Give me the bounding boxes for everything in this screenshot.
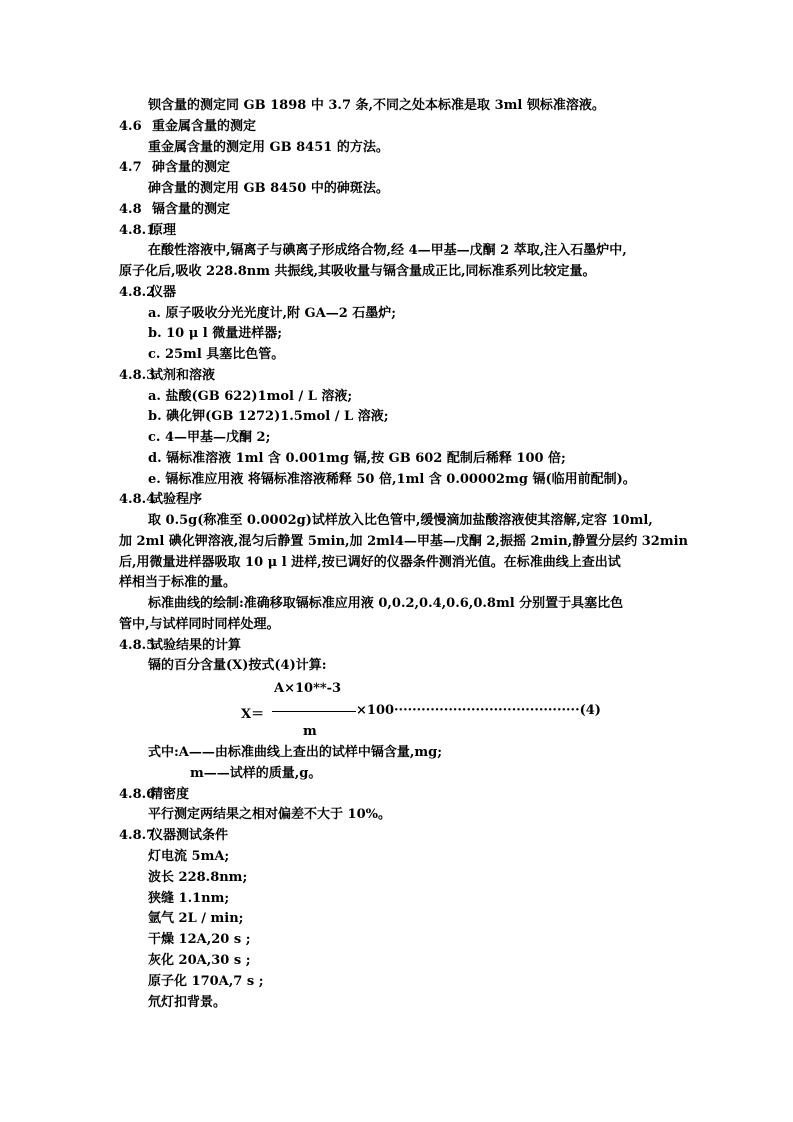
line-text: c. 4—甲基—戊酮 2; — [148, 430, 271, 445]
line-text: 氘灯扣背景。 — [148, 995, 227, 1010]
section-number: 4.8.5 — [119, 638, 156, 653]
section-title: 试验程序 — [150, 492, 203, 507]
formula-numerator: A×10**-3 — [274, 681, 342, 696]
section-number: 4.8.6 — [119, 787, 156, 802]
line-text: 原子化 170A,7 s ; — [148, 974, 264, 989]
section-number: 4.8.3 — [119, 368, 156, 383]
section-number: 4.8.2 — [119, 285, 156, 300]
line-text: b. 10 μ l 微量进样器; — [148, 326, 283, 341]
section-title: 精密度 — [150, 787, 190, 802]
line-text: 重金属含量的测定用 GB 8451 的方法。 — [148, 140, 389, 155]
line-text: m——试样的质量,g。 — [190, 766, 322, 781]
line-text: 取 0.5g(称准至 0.0002g)试样放入比色管中,缓慢滴加盐酸溶液使其溶解,定容 10ml, — [148, 513, 653, 528]
line-text: 砷含量的测定用 GB 8450 中的砷斑法。 — [148, 181, 389, 196]
section-number: 4.6 — [119, 119, 142, 134]
section-number: 4.8.1 — [119, 223, 156, 238]
line-text: 干燥 12A,20 s ; — [148, 932, 251, 947]
section-title: 重金属含量的测定 — [152, 119, 257, 134]
line-text: 原子化后,吸收 228.8nm 共振线,其吸收量与镉含量成正比,同标准系列比较定量。 — [119, 264, 596, 279]
section-number: 4.8.7 — [119, 828, 156, 843]
formula-lhs: X＝ — [241, 707, 265, 722]
line-text: 管中,与试样同时同样处理。 — [119, 617, 280, 632]
section-title: 原理 — [150, 223, 177, 238]
line-text: 式中:A——由标准曲线上查出的试样中镉含量,mg; — [148, 745, 443, 760]
line-text: 狭缝 1.1nm; — [148, 891, 230, 906]
line-text: a. 盐酸(GB 622)1mol / L 溶液; — [148, 389, 353, 404]
section-title: 砷含量的测定 — [152, 160, 231, 175]
line-text: 标准曲线的绘制:准确移取镉标准应用液 0,0.2,0.4,0.6,0.8ml 分别置于具塞比色 — [148, 596, 624, 611]
line-text: b. 碘化钾(GB 1272)1.5mol / L 溶液; — [148, 409, 389, 424]
section-title: 仪器测试条件 — [150, 828, 229, 843]
line-text: d. 镉标准溶液 1ml 含 0.001mg 镉,按 GB 602 配制后稀释 100 倍; — [148, 451, 566, 466]
section-title: 试剂和溶液 — [150, 368, 216, 383]
line-text: 平行测定两结果之相对偏差不大于 10%。 — [148, 807, 391, 822]
line-text: c. 25ml 具塞比色管。 — [148, 347, 285, 362]
line-text: 加 2ml 碘化钾溶液,混匀后静置 5min,加 2ml4—甲基—戊酮 2,振摇 2min,静置分层约 32min — [119, 534, 688, 549]
line-text: a. 原子吸收分光光度计,附 GA—2 石墨炉; — [148, 306, 397, 321]
section-title: 仪器 — [150, 285, 177, 300]
line-text: e. 镉标准应用液 将镉标准溶液稀释 50 倍,1ml 含 0.00002mg 镉(临用前配制)。 — [148, 472, 636, 487]
formula-denominator: m — [303, 724, 317, 739]
line-text: 波长 228.8nm; — [148, 870, 248, 885]
line-text: 氩气 2L / min; — [148, 911, 244, 926]
line-text: 灰化 20A,30 s ; — [148, 953, 251, 968]
section-number: 4.7 — [119, 160, 142, 175]
section-title: 试验结果的计算 — [150, 638, 242, 653]
line-text: 在酸性溶液中,镉离子与碘离子形成络合物,经 4—甲基—戊酮 2 萃取,注入石墨炉中, — [148, 243, 627, 258]
line-text: 镉的百分含量(X)按式(4)计算: — [148, 658, 327, 673]
section-number: 4.8.4 — [119, 492, 156, 507]
line-text: 钡含量的测定同 GB 1898 中 3.7 条,不同之处本标准是取 3ml 钡标准溶液。 — [148, 98, 605, 113]
line-text: 后,用微量进样器吸取 10 μ l 进样,按已调好的仪器条件测消光值。在标准曲线上查出试 — [119, 555, 621, 570]
line-text: 灯电流 5mA; — [148, 849, 230, 864]
line-text: 样相当于标准的量。 — [119, 575, 237, 590]
section-number: 4.8 — [119, 202, 142, 217]
formula-rhs: ×100·········································(4) — [356, 703, 601, 718]
section-title: 镉含量的测定 — [152, 202, 231, 217]
fraction-bar — [272, 711, 356, 712]
